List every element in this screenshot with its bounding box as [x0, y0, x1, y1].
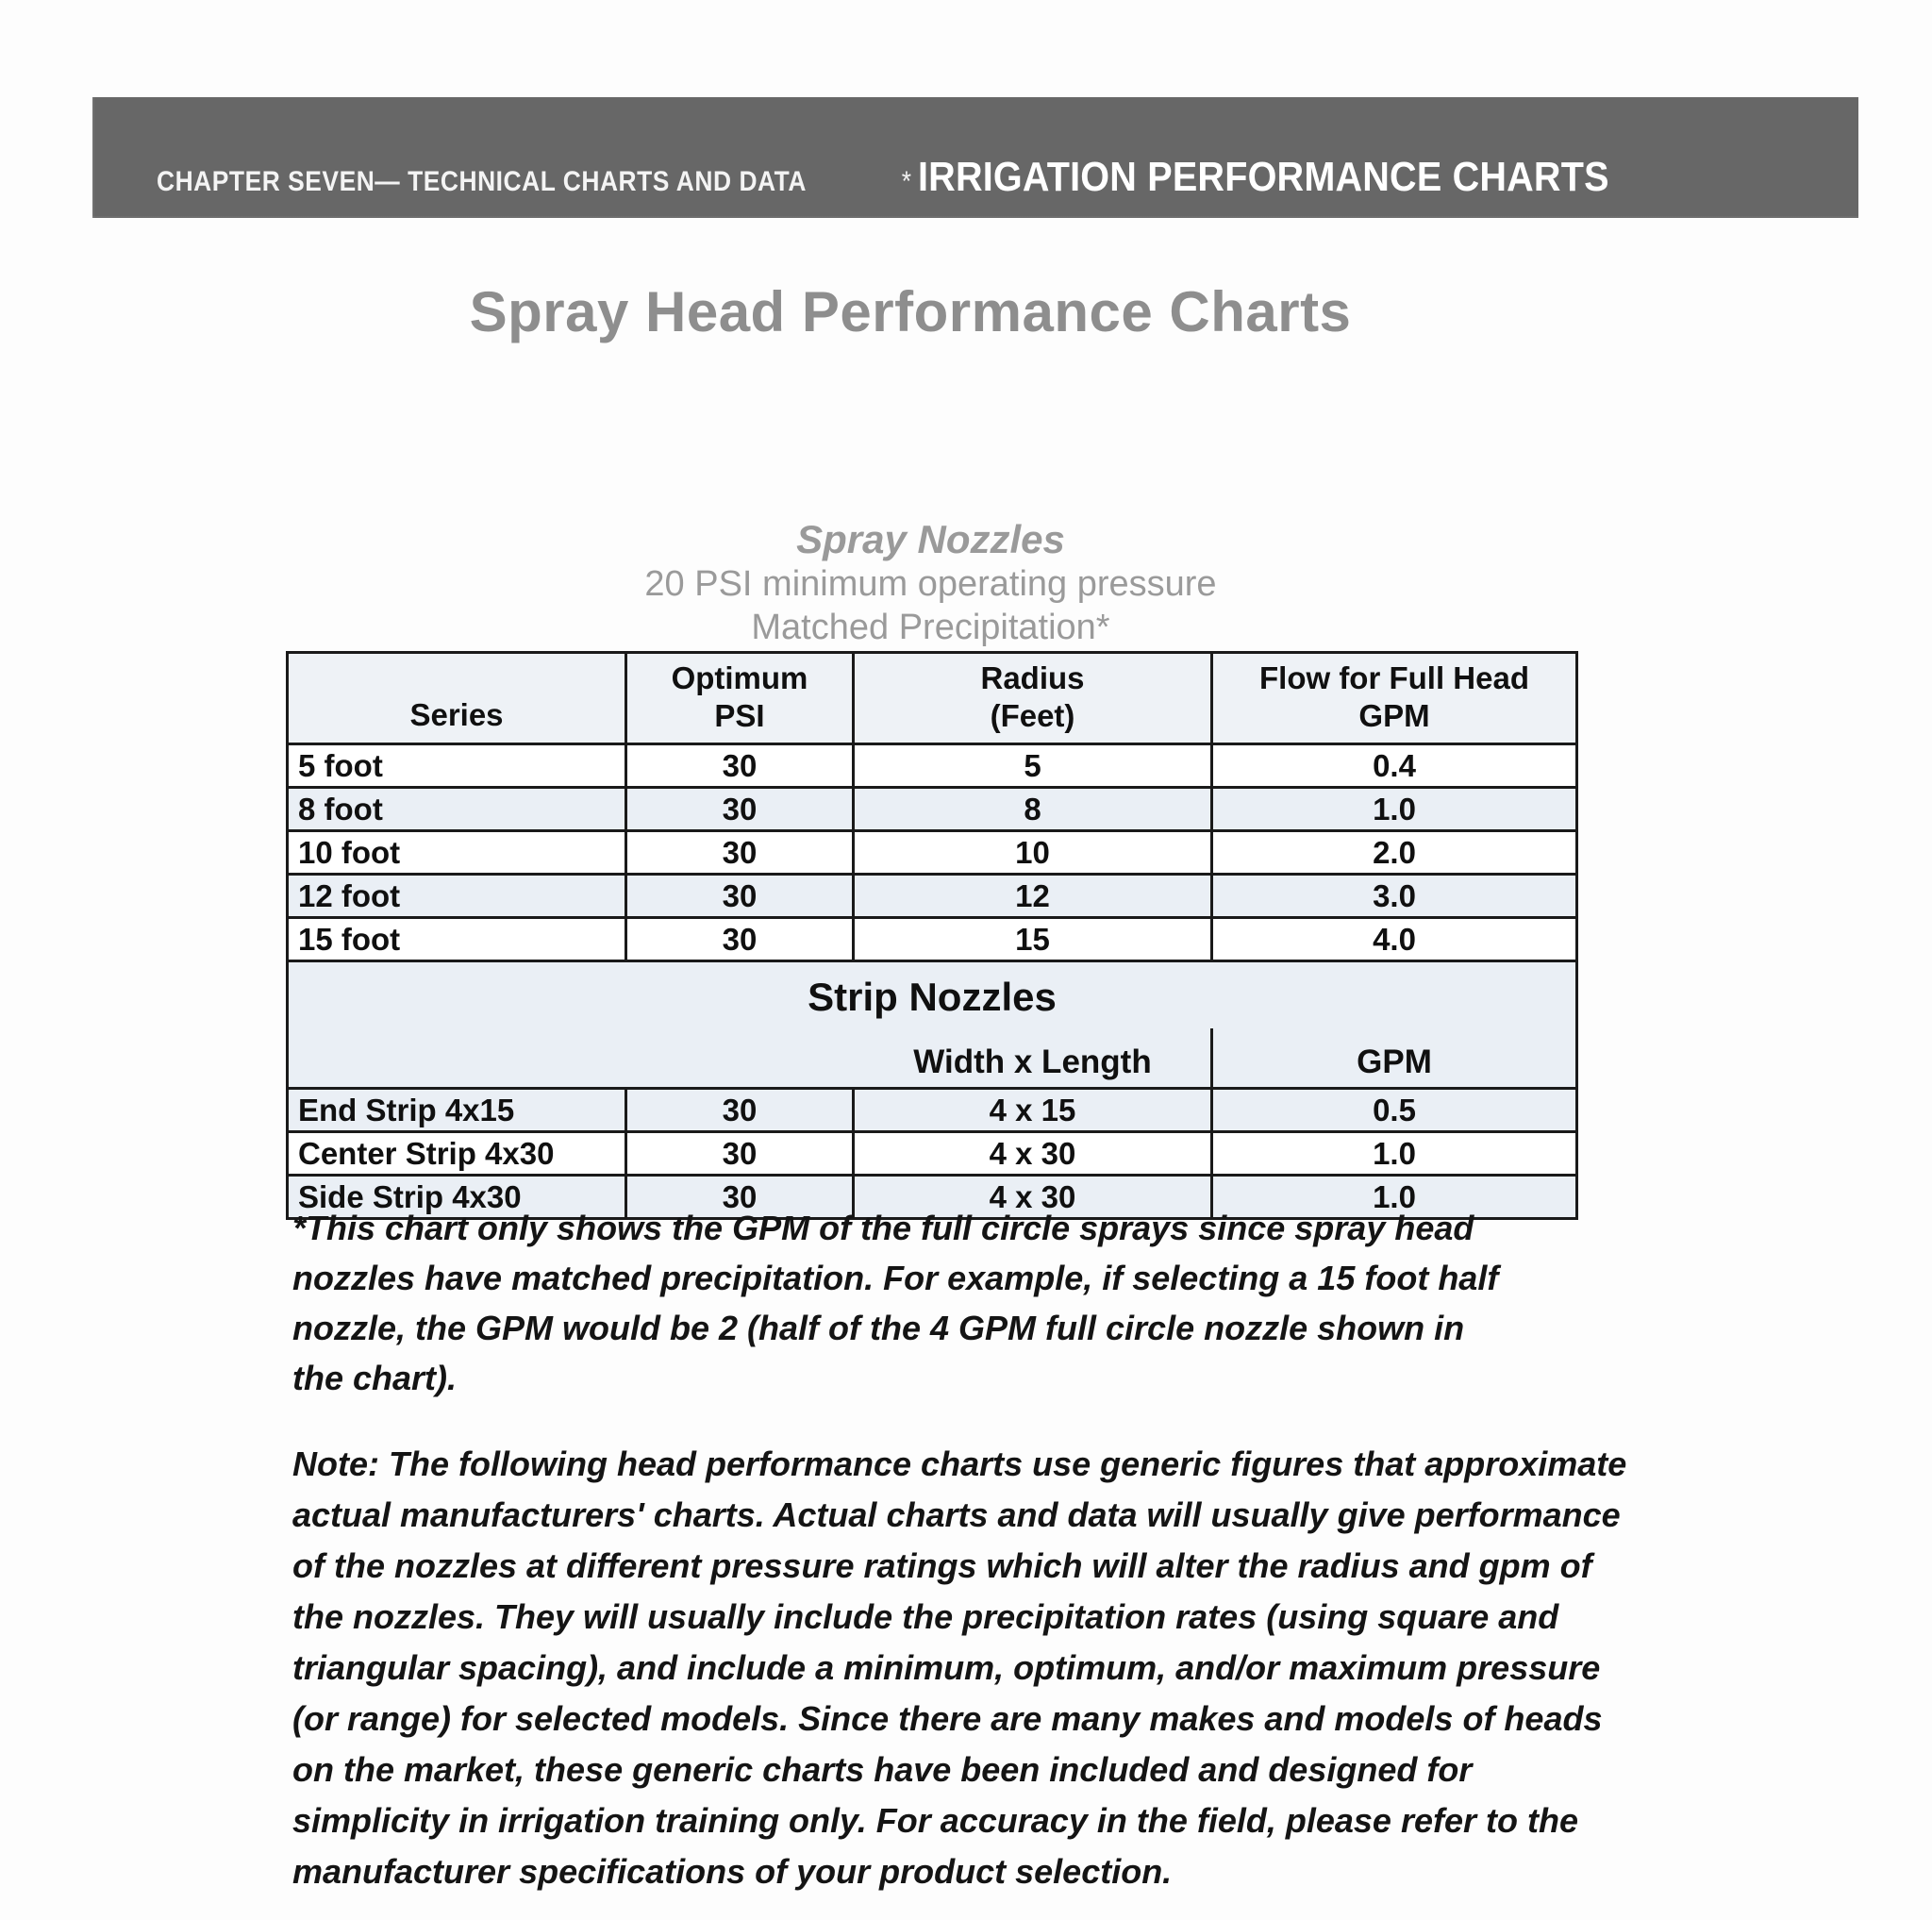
caption-line-3: Matched Precipitation* — [751, 608, 1110, 647]
cell-series: Center Strip 4x30 — [288, 1132, 626, 1176]
cell-size: 4 x 30 — [854, 1132, 1212, 1176]
cell-psi: 30 — [626, 788, 854, 831]
page-title: Spray Head Performance Charts — [469, 280, 1352, 343]
table-row — [288, 875, 1577, 918]
cell-gpm: 0.4 — [1212, 744, 1577, 788]
header-flow-line2: GPM — [1358, 698, 1430, 733]
cell-series: 10 foot — [288, 831, 626, 875]
cell-radius: 15 — [854, 918, 1212, 961]
cell-gpm: 0.5 — [1212, 1089, 1577, 1132]
chapter-label: CHAPTER SEVEN— TECHNICAL CHARTS AND DATA — [157, 166, 807, 197]
cell-series: 8 foot — [288, 788, 626, 831]
cell-radius: 12 — [854, 875, 1212, 918]
header-radius-line1: Radius — [980, 660, 1085, 695]
chart-footnote: *This chart only shows the GPM of the full circle sprays since spray head nozzles have matched precipitation. For example, if selecting a 15 foot half nozzle, the GPM would be 2 (half of the 4 GPM full circle nozzle shown in the chart). — [292, 1209, 1499, 1397]
cell-gpm: 1.0 — [1212, 1132, 1577, 1176]
table-row — [288, 1089, 1577, 1132]
table-header-row — [288, 653, 1577, 744]
strip-nozzles-section-header — [288, 961, 1577, 1029]
strip-subheader-gpm: GPM — [1212, 1028, 1577, 1089]
cell-psi: 30 — [626, 1176, 854, 1219]
table-row — [288, 831, 1577, 875]
cell-radius: 8 — [854, 788, 1212, 831]
cell-psi: 30 — [626, 918, 854, 961]
cell-series: 5 foot — [288, 744, 626, 788]
banner-section-title: IRRIGATION PERFORMANCE CHARTS — [917, 154, 1609, 200]
cell-gpm: 1.0 — [1212, 1176, 1577, 1219]
cell-series: 12 foot — [288, 875, 626, 918]
header-optimum-line2: PSI — [714, 698, 765, 733]
spray-head-performance-table — [286, 651, 1578, 1220]
strip-subheader-blank-2 — [626, 1028, 854, 1089]
chapter-banner-text — [92, 154, 1686, 218]
table-row — [288, 744, 1577, 788]
header-optimum-line1: Optimum — [671, 660, 808, 695]
table-row — [288, 1132, 1577, 1176]
cell-radius: 10 — [854, 831, 1212, 875]
header-flow-line1: Flow for Full Head — [1259, 660, 1529, 695]
chart-caption — [286, 517, 1575, 649]
header-optimum-psi — [626, 653, 854, 744]
cell-psi: 30 — [626, 1132, 854, 1176]
cell-size: 4 x 15 — [854, 1089, 1212, 1132]
cell-psi: 30 — [626, 875, 854, 918]
header-radius — [854, 653, 1212, 744]
general-note: Note: The following head performance charts use generic figures that approximate actual manufacturers' charts. Actual charts and data will usually give performance of the nozzles at different pressure ratings which will alter the radius and gpm of the nozzles. They will usually include the precipitation rates (using square and triangular spacing), and include a minimum, optimum, and/or maximum pressure (or range) for selected models. Since there are many makes and models of heads on the market, these generic charts have been included and designed for simplicity in irrigation training only. For accuracy in the field, please refer to the manufacturer specifications of your product selection. — [292, 1444, 1627, 1891]
header-series: Series — [288, 653, 626, 744]
cell-series: End Strip 4x15 — [288, 1089, 626, 1132]
strip-subheader-blank-1 — [288, 1028, 626, 1089]
cell-series: Side Strip 4x30 — [288, 1176, 626, 1219]
header-radius-line2: (Feet) — [990, 698, 1075, 733]
cell-series: 15 foot — [288, 918, 626, 961]
cell-gpm: 3.0 — [1212, 875, 1577, 918]
strip-nozzles-subheader-row — [288, 1028, 1577, 1089]
chapter-banner — [92, 97, 1858, 218]
cell-psi: 30 — [626, 1089, 854, 1132]
strip-nozzles-title: Strip Nozzles — [288, 961, 1577, 1029]
cell-gpm: 2.0 — [1212, 831, 1577, 875]
cell-size: 4 x 30 — [854, 1176, 1212, 1219]
cell-gpm: 1.0 — [1212, 788, 1577, 831]
caption-line-2: 20 PSI minimum operating pressure — [644, 564, 1217, 604]
banner-separator-star-icon: * — [901, 166, 911, 197]
cell-psi: 30 — [626, 831, 854, 875]
cell-gpm: 4.0 — [1212, 918, 1577, 961]
caption-line-1: Spray Nozzles — [796, 517, 1065, 561]
header-flow-gpm — [1212, 653, 1577, 744]
cell-psi: 30 — [626, 744, 854, 788]
strip-subheader-width-length: Width x Length — [854, 1028, 1212, 1089]
table-row — [288, 788, 1577, 831]
cell-radius: 5 — [854, 744, 1212, 788]
table-row — [288, 918, 1577, 961]
